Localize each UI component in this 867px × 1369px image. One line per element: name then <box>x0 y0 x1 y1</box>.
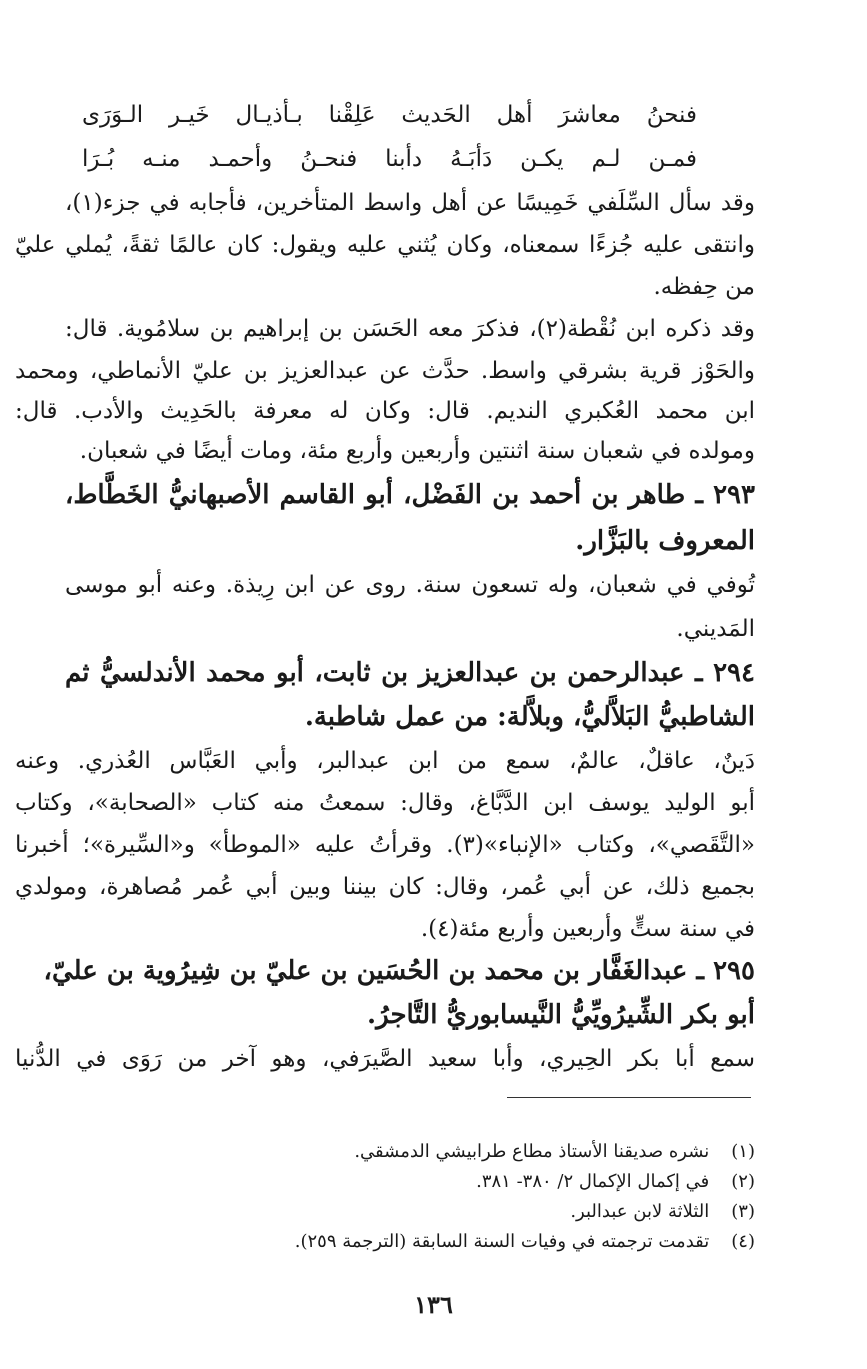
body-line: والحَوْز قرية بشرقي واسط. حدَّث عن عبدالعزيز بن عليّ الأنماطي، ومحمد <box>15 358 755 384</box>
entry-heading: المعروف بالبَزَّار. <box>575 526 755 556</box>
footnote-text: نشره صديقنا الأستاذ مطاع طرابيشي الدمشقي. <box>354 1141 710 1162</box>
footnote-text: تقدمت ترجمته في وفيات السنة السابقة (الترجمة ٢٥٩). <box>294 1231 710 1252</box>
page-number: ١٣٦ <box>414 1290 453 1319</box>
footnote-number: (٣) <box>731 1201 755 1222</box>
verse-line: فنحنُ معاشرَ أهل الحَديث عَلِقْنا بـأذيـال خَيـر الـوَرَى <box>82 102 697 128</box>
footnote-number: (١) <box>731 1141 755 1162</box>
body-line: وقد ذكره ابن نُقْطة(٢)، فذكرَ معه الحَسَن بن إبراهيم بن سلامُوية. قال: <box>65 316 755 342</box>
body-line: تُوفي في شعبان، وله تسعون سنة. روى عن ابن رِيذة. وعنه أبو موسى <box>65 572 755 598</box>
entry-heading: ٢٩٥ ـ عبدالغَفَّار بن محمد بن الحُسَين بن عليّ بن شِيرُوية بن عليّ، <box>43 956 755 986</box>
body-line: في سنة ستٍّ وأربعين وأربع مئة(٤). <box>420 916 755 942</box>
footnote-number: (٢) <box>731 1171 755 1192</box>
footnote <box>15 1168 755 1196</box>
body-line: المَديني. <box>676 616 755 642</box>
footnote <box>15 1228 755 1256</box>
body-line: ابن محمد العُكبري النديم. قال: وكان له معرفة بالحَدِيث والأدب. قال: <box>15 398 755 424</box>
body-line: وانتقى عليه جُزءًا سمعناه، وكان يُثني عليه ويقول: كان عالمًا ثقةً، يُملي عليّ <box>15 232 755 258</box>
footnote-number: (٤) <box>731 1231 755 1252</box>
body-line: وقد سأل السِّلَفي خَمِيسًا عن أهل واسط المتأخرين، فأجابه في جزء(١)، <box>65 190 755 216</box>
body-line: ومولده في شعبان سنة اثنتين وأربعين وأربع مئة، ومات أيضًا في شعبان. <box>79 438 755 464</box>
body-line: بجميع ذلك، عن أبي عُمر، وقال: كان بيننا وبين أبي عُمر مُصاهرة، ومولدي <box>15 874 755 900</box>
footnote <box>15 1198 755 1226</box>
entry-heading: ٢٩٤ ـ عبدالرحمن بن عبدالعزيز بن ثابت، أبو محمد الأندلسيُّ ثم <box>65 658 755 688</box>
body-line: دَينٌ، عاقلٌ، عالمٌ، سمع من ابن عبدالبر، وأبي العَبَّاس العُذري. وعنه <box>15 748 755 774</box>
body-line: أبو الوليد يوسف ابن الدَّبَّاغ، وقال: سمعتُ منه كتاب «الصحابة»، وكتاب <box>15 790 755 816</box>
footnote-text: في إكمال الإكمال ٢/ ٣٨٠- ٣٨١. <box>476 1171 710 1192</box>
body-line: «التَّقَصي»، وكتاب «الإنباء»(٣). وقرأتُ عليه «الموطأ» و«السِّيرة»؛ أخبرنا <box>15 832 755 858</box>
footnote-text: الثلاثة لابن عبدالبر. <box>570 1201 710 1222</box>
body-line: سمع أبا بكر الحِيري، وأبا سعيد الصَّيرَفي، وهو آخر من رَوَى في الدُّنيا <box>15 1046 755 1072</box>
entry-heading: الشاطبيُّ البَلاَّليُّ، وبلاَّلة: من عمل شاطبة. <box>304 702 755 732</box>
entry-heading: أبو بكر الشِّيرُويِّيُّ النَّيسابوريُّ التَّاجرُ. <box>367 1000 755 1030</box>
verse-line: فمـن لـم يكـن دَأبَـهُ دأبنا فنحـنُ وأحمـد منـه بُـرَا <box>82 146 697 172</box>
body-line: من حِفظه. <box>653 274 755 300</box>
footnote <box>15 1138 755 1166</box>
footnote-divider <box>507 1097 751 1098</box>
entry-heading: ٢٩٣ ـ طاهر بن أحمد بن الفَضْل، أبو القاسم الأصبهانيُّ الخَطَّاط، <box>65 480 755 510</box>
